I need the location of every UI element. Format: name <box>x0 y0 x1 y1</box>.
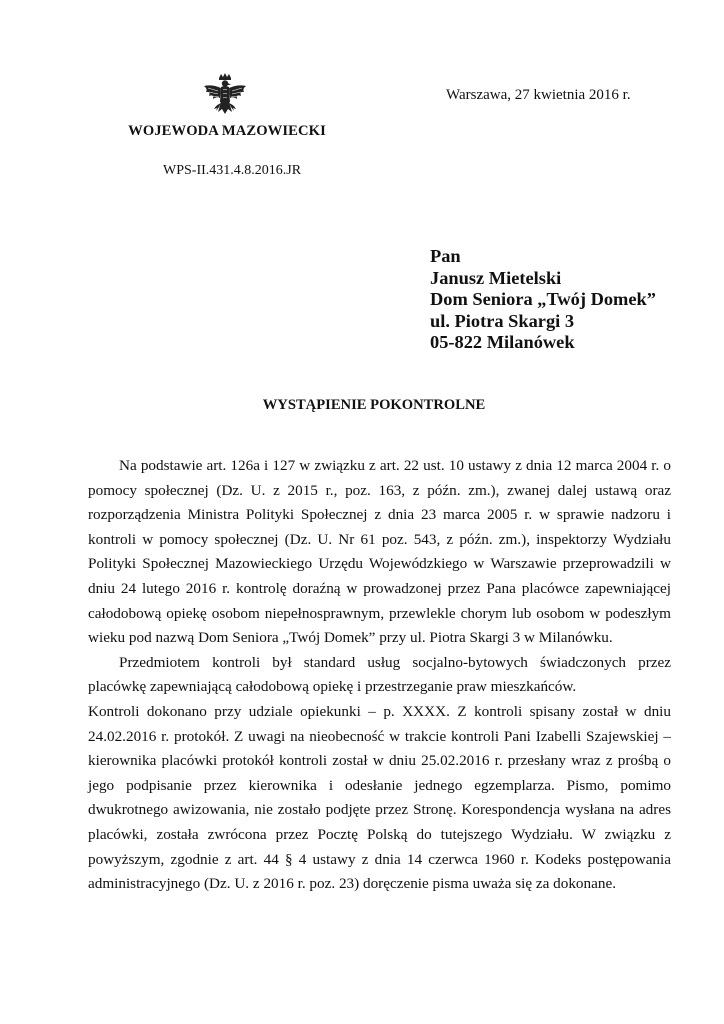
case-reference-number: WPS-II.431.4.8.2016.JR <box>163 163 302 178</box>
recipient-institution: Dom Seniora „Twój Domek” <box>430 289 656 309</box>
recipient-salutation: Pan <box>430 246 461 266</box>
place-and-date: Warszawa, 27 kwietnia 2016 r. <box>446 87 631 103</box>
body-paragraph-subject: Przedmiotem kontroli był standard usług socjalno-bytowych świadczonych przez placówkę zapewniającą całodobową opiekę i przestrzeganie praw mieszkańców. <box>88 653 671 696</box>
recipient-address-block <box>430 246 656 354</box>
polish-eagle-emblem-icon <box>200 72 250 122</box>
document-body <box>88 454 671 897</box>
recipient-street: ul. Piotra Skargi 3 <box>430 310 575 331</box>
recipient-city: 05-822 Milanówek <box>430 332 575 352</box>
body-paragraph-legal-basis: Na podstawie art. 126a i 127 w związku z art. 22 ust. 10 ustawy z dnia 12 marca 2004 r. o pomocy społecznej (Dz. U. z 2015 r., poz. 163, z późn. zm.), zwanej dalej ustawą oraz rozporządzenia Ministra Polityki Społecznej z dnia 23 marca 2005 r. w sprawie nadzoru i kontroli w pomocy społecznej (Dz. U. Nr 61 poz. 543, z późn. zm.), inspektorzy Wydziału Polityki Społecznej Mazowieckiego Urzędu Wojewódzkiego w Warszawie przeprowadzili w dniu 24 lutego 2016 r. kontrolę doraźną w prowadzonej przez Pana placówce zapewniającej całodobową opiekę osobom niepełnosprawnym, przewlekle chorym lub osobom w podeszłym wieku pod nazwą Dom Seniora „Twój Domek” przy ul. Piotra Skargi 3 w Milanówku. <box>88 457 671 647</box>
issuing-authority: WOJEWODA MAZOWIECKI <box>128 123 326 139</box>
recipient-name: Janusz Mietelski <box>430 267 562 288</box>
body-paragraph-delivery: Kontroli dokonano przy udziale opiekunki – p. XXXX. Z kontroli spisany został w dniu 24.02.2016 r. protokół. Z uwagi na nieobecność w trakcie kontroli Pani Izabelli Szajewskiej – kierownika placówki protokół kontroli został w dniu 25.02.2016 r. przesłany wraz z prośbą o jego podpisanie przez kierownika i odesłanie jednego egzemplarza. Pismo, pomimo dwukrotnego awizowania, nie zostało podjęte przez Stronę. Korespondencja wysłana na adres placówki, została zwrócona przez Pocztę Polską do tutejszego Wydziału. W związku z powyższym, zgodnie z art. 44 § 4 ustawy z dnia 14 czerwca 1960 r. Kodeks postępowania administracyjnego (Dz. U. z 2016 r. poz. 23) doręczenie pisma uważa się za dokonane. <box>88 702 671 893</box>
document-title: WYSTĄPIENIE POKONTROLNE <box>262 397 486 413</box>
